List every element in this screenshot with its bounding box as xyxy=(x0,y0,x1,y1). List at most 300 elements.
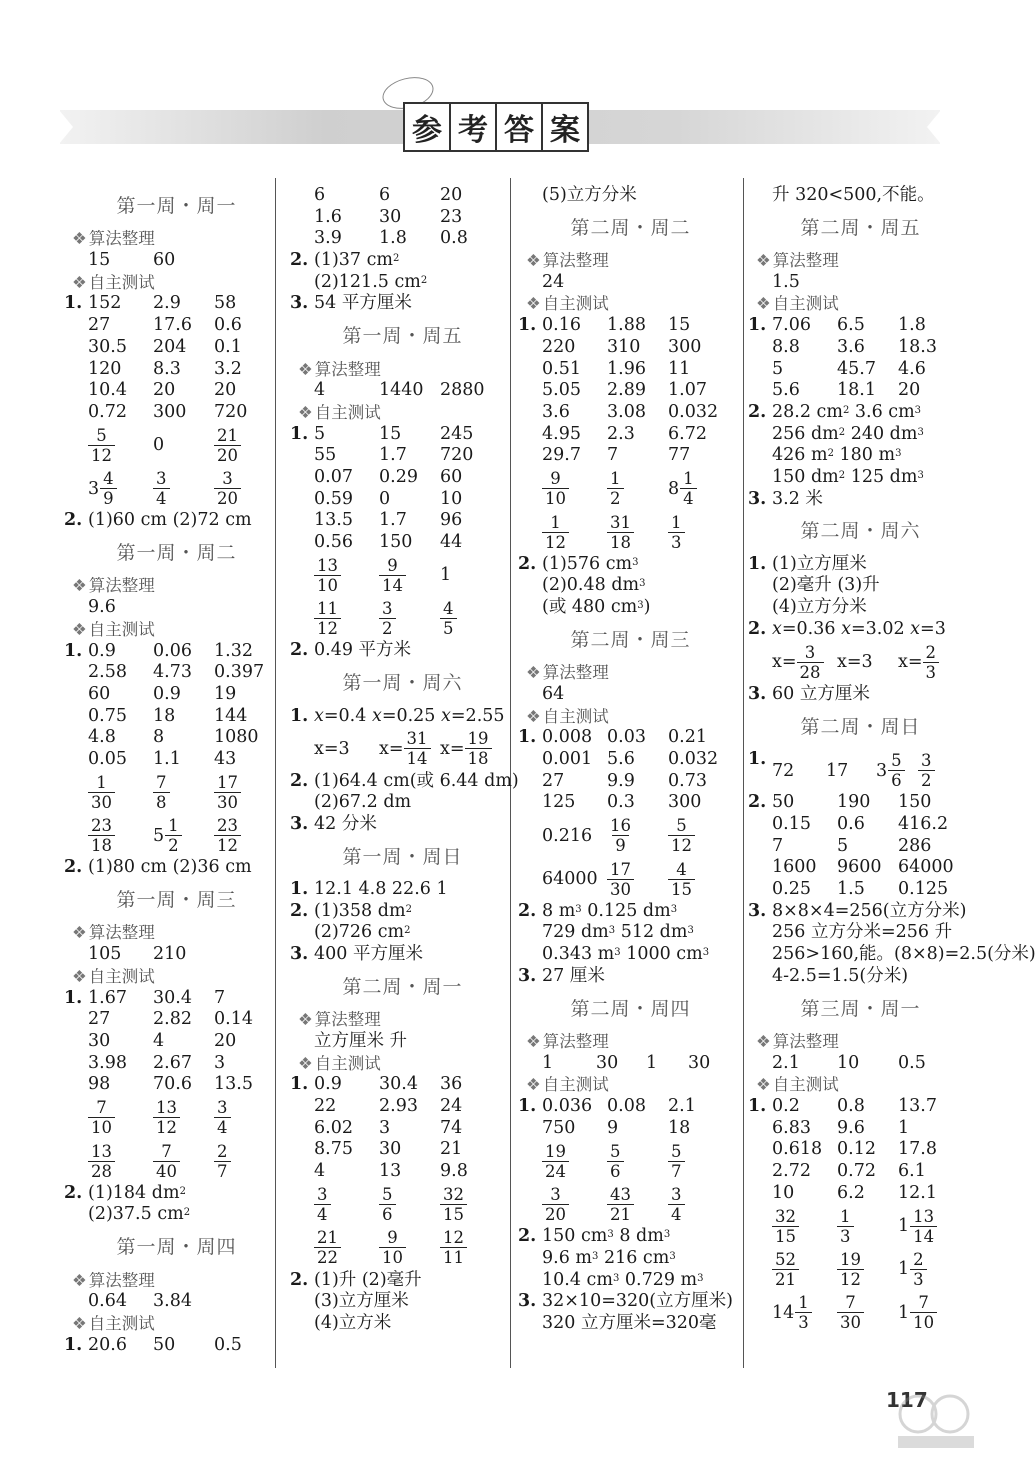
answer-value xyxy=(214,814,241,857)
answer-text-line xyxy=(290,1313,515,1335)
answer-value: 27 xyxy=(542,770,565,791)
answer-value: 2.93 xyxy=(379,1095,418,1116)
denominator: 30 xyxy=(214,792,241,812)
fraction-value xyxy=(888,751,905,790)
fraction xyxy=(88,1142,115,1181)
denominator: 20 xyxy=(214,445,241,465)
denominator: 12 xyxy=(542,532,569,552)
fraction xyxy=(379,556,406,595)
answer-text: 立方厘米 升 xyxy=(314,1030,408,1051)
answer-text-line xyxy=(518,966,743,988)
fraction xyxy=(214,1142,231,1181)
answer-value: 150 xyxy=(898,792,932,813)
answer-value: 125 xyxy=(542,792,576,813)
answer-row xyxy=(748,315,973,337)
answer-text-line xyxy=(290,814,515,836)
fraction xyxy=(88,426,115,465)
answer-column-1 xyxy=(64,185,289,1356)
answer-value: 3.84 xyxy=(153,1291,192,1312)
answer-value: 0.21 xyxy=(668,727,707,748)
answer-row xyxy=(64,944,289,966)
answer-value xyxy=(607,814,634,857)
answer-value: 29.7 xyxy=(542,445,581,466)
answer-value xyxy=(314,1183,331,1226)
answer-value: 55 xyxy=(314,445,337,466)
week-heading xyxy=(290,836,515,879)
answer-text-line xyxy=(290,250,515,272)
answer-text: 256>160,能。(8×8)=2.5(分米) xyxy=(772,944,1036,965)
answer-value: 6.5 xyxy=(837,315,865,336)
answer-row xyxy=(290,510,515,532)
fraction xyxy=(607,860,634,899)
fraction-value xyxy=(772,1207,799,1246)
watermark-logo xyxy=(878,1384,988,1454)
answer-text-line xyxy=(290,1291,515,1313)
answer-value: 18 xyxy=(153,705,176,726)
section-label-text: 算法整理 xyxy=(772,1031,839,1051)
question-number: 3. xyxy=(748,488,767,509)
fraction-value xyxy=(88,816,115,855)
answer-value: 30.5 xyxy=(88,336,127,357)
answer-value xyxy=(772,1291,812,1334)
section-label xyxy=(518,293,743,315)
question-number: 1. xyxy=(748,1095,767,1116)
answer-value: 64000 xyxy=(898,857,954,878)
answer-text: 28.2 $cm^2$ 3.6 $cm^3$ xyxy=(772,401,922,422)
answer-text: (2)67.2 dm xyxy=(314,792,412,813)
answer-value xyxy=(668,467,697,510)
answer-value: 22 xyxy=(314,1095,337,1116)
denominator: 2 xyxy=(379,618,396,638)
fraction-value xyxy=(314,1228,341,1267)
fraction-value xyxy=(668,860,695,899)
equation-prefix: x= xyxy=(898,652,923,673)
week-heading xyxy=(518,207,743,250)
answer-value xyxy=(214,1096,231,1139)
answer-value: 1.07 xyxy=(668,380,707,401)
question-number: 2. xyxy=(748,618,767,639)
fraction-value xyxy=(772,1250,799,1289)
fraction xyxy=(898,1250,927,1289)
question-number: 2. xyxy=(518,900,537,921)
answer-value: 150 xyxy=(379,532,413,553)
answer-value: 190 xyxy=(837,792,871,813)
fraction xyxy=(607,816,634,855)
answer-value: 4.6 xyxy=(898,358,926,379)
section-suanfa xyxy=(290,360,381,379)
fraction xyxy=(214,1098,231,1137)
numerator: 7 xyxy=(156,772,167,792)
answer-text-line xyxy=(518,1270,743,1292)
section-label xyxy=(518,706,743,728)
answer-row xyxy=(290,1139,515,1161)
section-zizhu xyxy=(290,403,381,422)
answer-value: 50 xyxy=(772,792,795,813)
answer-row xyxy=(518,857,743,900)
fraction xyxy=(797,643,824,682)
answer-value: 105 xyxy=(88,944,122,965)
section-suanfa xyxy=(748,251,839,270)
denominator: 3 xyxy=(923,662,940,682)
answer-value: 0.8 xyxy=(440,228,468,249)
answer-text: 320 立方厘米=320毫 xyxy=(542,1312,717,1333)
answer-value: 4 xyxy=(153,1030,165,1051)
numerator: 9 xyxy=(387,555,398,575)
answer-value: 30.4 xyxy=(379,1074,418,1095)
answer-text: (4)立方米 xyxy=(314,1312,392,1333)
numerator: 1 xyxy=(550,512,561,532)
fraction-value xyxy=(404,729,431,768)
answer-text-line xyxy=(518,944,743,966)
answer-value xyxy=(88,1139,115,1182)
diamond-icon: ❖ xyxy=(298,1053,313,1073)
denominator: 3 xyxy=(837,1226,854,1246)
denominator: 22 xyxy=(314,1247,341,1267)
answer-value: 0.75 xyxy=(88,705,127,726)
answer-value: 0.73 xyxy=(668,770,707,791)
diamond-icon: ❖ xyxy=(72,1270,87,1290)
numerator: 23 xyxy=(91,816,112,836)
denominator: 12 xyxy=(88,445,115,465)
denominator: 4 xyxy=(668,1204,685,1224)
numerator: 1 xyxy=(683,469,694,489)
fraction xyxy=(668,816,695,855)
week-heading xyxy=(64,185,289,228)
answer-value: 45.7 xyxy=(837,358,876,379)
fraction xyxy=(837,1293,864,1332)
title-char: 考 xyxy=(449,102,497,152)
answer-value xyxy=(542,510,569,553)
diamond-icon: ❖ xyxy=(526,706,541,726)
answer-row xyxy=(748,380,973,402)
numerator: 9 xyxy=(550,469,561,489)
fraction-value xyxy=(440,1228,467,1267)
answer-text: x=0.36 x=3.02 x=3 xyxy=(772,618,946,639)
week-heading xyxy=(290,662,515,705)
diamond-icon: ❖ xyxy=(298,402,313,422)
fraction-value xyxy=(88,1142,115,1181)
week-heading-text: 第二周・周六 xyxy=(800,520,921,543)
fraction-value xyxy=(214,426,241,465)
answer-value: 64000 xyxy=(542,869,598,890)
answer-value: 10.4 xyxy=(88,380,127,401)
denominator: 3 xyxy=(910,1269,927,1289)
answer-value xyxy=(668,814,695,857)
denominator: 12 xyxy=(153,1117,180,1137)
answer-value xyxy=(379,554,406,597)
fraction xyxy=(153,816,182,855)
answer-text-line xyxy=(518,575,743,597)
answer-value: 300 xyxy=(668,336,702,357)
numerator: 5 xyxy=(676,816,687,836)
answer-value: 4.73 xyxy=(153,662,192,683)
fraction-value xyxy=(607,469,624,508)
numerator: 32 xyxy=(443,1184,464,1204)
answer-text: (2)121.5 $cm^2$ xyxy=(314,271,428,292)
week-heading xyxy=(64,879,289,922)
answer-value: 1.8 xyxy=(898,315,926,336)
week-heading-text: 第二周・周日 xyxy=(800,715,921,738)
fraction-value xyxy=(668,513,685,552)
answer-value: 0.12 xyxy=(837,1139,876,1160)
question-number: 3. xyxy=(748,683,767,704)
fraction-whole: 14 xyxy=(772,1302,795,1323)
fraction-whole: 3 xyxy=(88,478,100,499)
answer-value: 2.1 xyxy=(668,1095,696,1116)
section-label-text: 算法整理 xyxy=(88,229,155,249)
section-zizhu xyxy=(290,1054,381,1073)
section-suanfa xyxy=(748,1032,839,1051)
answer-value: 7 xyxy=(607,445,619,466)
numerator: 3 xyxy=(921,751,932,771)
section-suanfa xyxy=(290,1010,381,1029)
numerator: 5 xyxy=(671,1141,682,1161)
answer-text-line xyxy=(518,901,743,923)
numerator: 7 xyxy=(96,1098,107,1118)
answer-value: 3.08 xyxy=(607,401,646,422)
answer-value: 36 xyxy=(440,1074,463,1095)
denominator: 6 xyxy=(888,770,905,790)
answer-value: 0.8 xyxy=(837,1095,865,1116)
fraction-whole: 1 xyxy=(898,1259,910,1280)
answer-value: 4 xyxy=(314,380,326,401)
section-label xyxy=(518,250,743,272)
section-suanfa xyxy=(64,229,155,248)
fraction-value xyxy=(214,773,241,812)
answer-value xyxy=(837,1204,854,1247)
answer-row xyxy=(290,1226,515,1269)
answer-row xyxy=(518,1053,743,1075)
equation-solution xyxy=(379,727,431,770)
section-label-text: 算法整理 xyxy=(542,251,609,271)
numerator: 3 xyxy=(217,1098,228,1118)
equation-prefix: x= xyxy=(772,652,797,673)
answer-row xyxy=(518,272,743,294)
answer-value: 286 xyxy=(898,835,932,856)
answer-row xyxy=(518,445,743,467)
answer-value: 9.9 xyxy=(607,770,635,791)
numerator: 5 xyxy=(96,425,107,445)
answer-row xyxy=(748,879,973,901)
answer-value: 20 xyxy=(898,380,921,401)
answer-value xyxy=(88,424,115,467)
answer-value: 5 xyxy=(772,358,784,379)
answer-row xyxy=(64,1139,289,1182)
fraction xyxy=(923,643,940,682)
fraction xyxy=(772,1250,799,1289)
answer-value xyxy=(837,1248,864,1291)
answer-value: 23 xyxy=(440,206,463,227)
week-heading-text: 第一周・周三 xyxy=(116,889,237,912)
fraction-value xyxy=(542,469,569,508)
numerator: 9 xyxy=(387,1228,398,1248)
fraction-value xyxy=(100,469,117,508)
answer-value: 44 xyxy=(440,532,463,553)
answer-value: 3.98 xyxy=(88,1052,127,1073)
answer-text: 12.1 4.8 22.6 1 xyxy=(314,879,448,900)
answer-row xyxy=(518,380,743,402)
answer-value: 5.05 xyxy=(542,380,581,401)
section-label-text: 自主测试 xyxy=(772,1075,839,1095)
denominator: 10 xyxy=(379,1247,406,1267)
numerator: 7 xyxy=(161,1141,172,1161)
question-number: 2. xyxy=(290,250,309,271)
answer-value: 144 xyxy=(214,705,248,726)
equation-prefix: x=3 xyxy=(837,652,873,673)
section-suanfa xyxy=(518,1032,609,1051)
answer-value: 1.88 xyxy=(607,315,646,336)
answer-value: 4.95 xyxy=(542,423,581,444)
equation-solution xyxy=(314,727,350,770)
answer-row xyxy=(64,380,289,402)
answer-value xyxy=(214,424,241,467)
fraction-value xyxy=(153,1142,180,1181)
answer-value: 58 xyxy=(214,293,237,314)
answer-value: 0.9 xyxy=(153,683,181,704)
fraction-value xyxy=(837,1293,864,1332)
section-label xyxy=(748,1031,973,1053)
answer-value: 24 xyxy=(542,271,565,292)
section-zizhu xyxy=(64,273,155,292)
answer-value xyxy=(153,1139,180,1182)
answer-text: 32×10=320(立方厘米) xyxy=(542,1291,733,1312)
denominator: 14 xyxy=(379,575,406,595)
fraction xyxy=(88,469,117,508)
answer-value xyxy=(88,467,117,510)
answer-value: 1 xyxy=(898,1117,910,1138)
answer-value xyxy=(153,814,182,857)
answer-text-line xyxy=(748,489,973,511)
equation-solution xyxy=(440,727,492,770)
answer-value: 5.6 xyxy=(772,380,800,401)
section-label-text: 算法整理 xyxy=(88,923,155,943)
denominator: 7 xyxy=(668,1161,685,1181)
fraction-value xyxy=(542,513,569,552)
fraction xyxy=(214,816,241,855)
answer-value: 0.72 xyxy=(837,1161,876,1182)
question-number: 1. xyxy=(748,748,767,769)
answer-value: 2.9 xyxy=(153,293,181,314)
denominator: 6 xyxy=(379,1204,396,1224)
section-label-text: 自主测试 xyxy=(88,272,155,292)
answer-row xyxy=(290,1118,515,1140)
week-heading xyxy=(748,988,973,1031)
answer-text-line xyxy=(748,185,973,207)
answer-value: 20.6 xyxy=(88,1334,127,1355)
diamond-icon: ❖ xyxy=(298,1010,313,1030)
fraction-whole: 8 xyxy=(668,478,680,499)
answer-value: 0.07 xyxy=(314,466,353,487)
answer-value: 13.5 xyxy=(314,510,353,531)
answer-row xyxy=(518,359,743,381)
answer-row xyxy=(748,1161,973,1183)
question-number: 3. xyxy=(290,293,309,314)
denominator: 5 xyxy=(440,618,457,638)
fraction-value xyxy=(214,816,241,855)
answer-text-line xyxy=(748,597,973,619)
answer-text-line xyxy=(518,1226,743,1248)
equation-solution xyxy=(837,640,873,683)
answer-row xyxy=(518,315,743,337)
question-number: 1. xyxy=(290,423,309,444)
answer-text: (或 480 $cm^3$) xyxy=(542,597,651,618)
answer-value: 0.032 xyxy=(668,748,719,769)
diamond-icon: ❖ xyxy=(756,294,771,314)
fraction xyxy=(668,1185,685,1224)
numerator: 16 xyxy=(610,816,631,836)
answer-text-line xyxy=(290,770,519,793)
answer-value: 6 xyxy=(314,185,326,205)
fraction-value xyxy=(837,1207,854,1246)
answer-value: 2.89 xyxy=(607,380,646,401)
answer-value: 245 xyxy=(440,423,474,444)
answer-value: 1.32 xyxy=(214,640,253,661)
fraction-value xyxy=(910,1207,937,1246)
answer-value xyxy=(88,814,115,857)
answer-text-line xyxy=(518,1313,743,1335)
answer-text: (1)37 $cm^2$ xyxy=(314,250,400,271)
diamond-icon: ❖ xyxy=(526,1075,541,1095)
answer-value: 1.1 xyxy=(153,748,181,769)
answer-value: 1440 xyxy=(379,380,424,401)
numerator: 3 xyxy=(317,1184,328,1204)
answer-value xyxy=(607,1139,624,1182)
answer-row xyxy=(518,684,743,706)
answer-value: 720 xyxy=(440,445,474,466)
question-number: 3. xyxy=(748,900,767,921)
answer-value xyxy=(876,749,905,792)
answer-row xyxy=(748,792,973,814)
question-number: 2. xyxy=(64,857,83,878)
answer-value: 0.5 xyxy=(214,1334,242,1355)
answer-row xyxy=(290,445,515,467)
answer-value: 17.8 xyxy=(898,1139,937,1160)
section-zizhu xyxy=(748,1075,839,1094)
answer-value: 9600 xyxy=(837,857,882,878)
answer-value: 2.67 xyxy=(153,1052,192,1073)
week-heading-text: 第一周・周四 xyxy=(116,1236,237,1259)
answer-value: 0.14 xyxy=(214,1009,253,1030)
denominator: 9 xyxy=(100,488,117,508)
question-number: 3. xyxy=(290,814,309,835)
fraction xyxy=(772,1207,799,1246)
answer-value xyxy=(379,1226,406,1269)
answer-row xyxy=(748,857,973,879)
fraction-value xyxy=(314,599,341,638)
numerator: 13 xyxy=(156,1098,177,1118)
denominator: 7 xyxy=(214,1161,231,1181)
answer-row xyxy=(518,1096,743,1118)
answer-row xyxy=(748,1183,973,1205)
denominator: 20 xyxy=(214,488,241,508)
answer-value: 6.02 xyxy=(314,1117,353,1138)
answer-text: 10.4 $cm^3$ 0.729 $m^3$ xyxy=(542,1269,704,1290)
diamond-icon: ❖ xyxy=(72,619,87,639)
question-number: 2. xyxy=(748,792,767,813)
answer-text: 4-2.5=1.5(分米) xyxy=(772,965,909,986)
numerator: 4 xyxy=(676,859,687,879)
fraction xyxy=(668,860,695,899)
section-label-text: 自主测试 xyxy=(314,1053,381,1073)
section-zizhu xyxy=(64,967,155,986)
fraction xyxy=(153,469,170,508)
answer-value: 60 xyxy=(153,250,176,271)
answer-row xyxy=(748,1053,973,1075)
answer-text-line xyxy=(290,879,515,901)
week-heading-text: 第一周・周六 xyxy=(342,672,463,695)
answer-value xyxy=(607,1183,634,1226)
question-number: 2. xyxy=(64,510,83,531)
